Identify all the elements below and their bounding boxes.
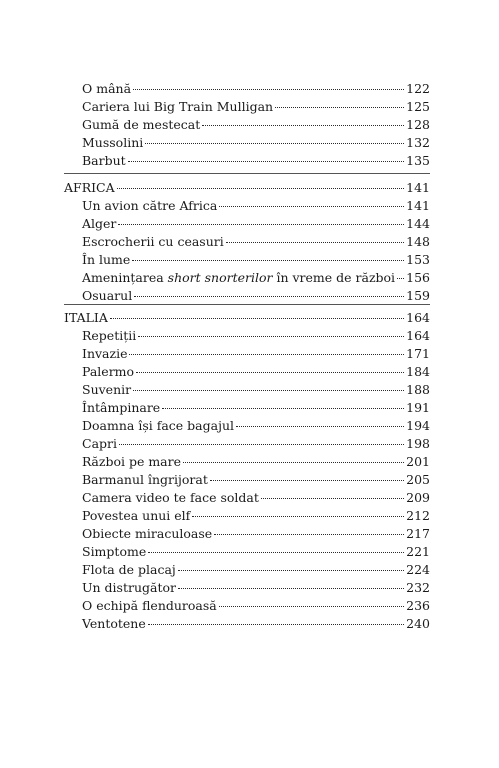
leader-dots (210, 480, 404, 481)
toc-entry-title: Obiecte miraculoase (82, 526, 213, 541)
toc-entry-page: 224 (406, 562, 430, 577)
section-divider (64, 173, 430, 174)
title-part: Amenințarea (82, 270, 168, 285)
toc-entry-page: 188 (406, 382, 430, 397)
toc-entry (64, 233, 430, 251)
leader-dots (118, 224, 404, 225)
toc-entry-page: 232 (406, 580, 430, 595)
leader-dots (119, 444, 404, 445)
toc-africa-section (64, 179, 430, 305)
toc-top-section (64, 80, 430, 170)
toc-entry-page: 240 (406, 616, 430, 631)
leader-dots (133, 89, 404, 90)
toc-entry-title: Povestea unui elf (82, 508, 191, 523)
toc-entry-title: În lume (82, 252, 131, 267)
toc-entry-page: 148 (406, 234, 430, 249)
leader-dots (162, 408, 404, 409)
leader-dots (148, 552, 404, 553)
toc-entry-title: Palermo (82, 364, 135, 379)
toc-entry-page: 164 (406, 328, 430, 343)
leader-dots (202, 125, 404, 126)
toc-entry-page: 217 (406, 526, 430, 541)
leader-dots (138, 336, 404, 337)
leader-dots (261, 498, 404, 499)
toc-entry-title: Întâmpinare (82, 400, 161, 415)
toc-entry (64, 417, 430, 435)
toc-entry-page: 212 (406, 508, 430, 523)
leader-dots (129, 354, 404, 355)
toc-italia-section (64, 309, 430, 633)
toc-entry-title: Invazie (82, 346, 128, 361)
leader-dots (226, 242, 404, 243)
leader-dots (145, 143, 404, 144)
toc-part-page: 141 (406, 180, 430, 195)
title-italic-part: short snorterilor (167, 270, 273, 285)
toc-entry-page: 194 (406, 418, 430, 433)
toc-entry-title: Camera video te face soldat (82, 490, 259, 505)
toc-entry-title: Mussolini (82, 135, 144, 150)
toc-entry-title: Capri (82, 436, 117, 451)
toc-entry-title: Flota de placaj (82, 562, 176, 577)
toc-entry (64, 615, 430, 633)
leader-dots (192, 516, 404, 517)
toc-entry-page: 132 (406, 135, 430, 150)
toc-entry-page: 205 (406, 472, 430, 487)
toc-entry-title: Repetiții (82, 328, 137, 343)
toc-entry-page: 156 (406, 270, 430, 285)
toc-entry-title: Simptome (82, 544, 147, 559)
toc-entry-title: Un avion către Africa (82, 198, 218, 213)
toc-entry (64, 525, 430, 543)
leader-dots (132, 260, 404, 261)
leader-dots (117, 188, 404, 189)
toc-entry (64, 471, 430, 489)
toc-entry-title: O mână (82, 81, 132, 96)
toc-entry-page: 153 (406, 252, 430, 267)
leader-dots (214, 534, 404, 535)
toc-part-title: ITALIA (64, 310, 108, 325)
leader-dots (178, 570, 404, 571)
leader-dots (236, 426, 404, 427)
toc-entry (64, 543, 430, 561)
toc-entry-page: 221 (406, 544, 430, 559)
toc-entry (64, 579, 430, 597)
toc-entry (64, 80, 430, 98)
toc-entry-title: Doamna își face bagajul (82, 418, 234, 433)
leader-dots (397, 278, 404, 279)
toc-entry-page: 198 (406, 436, 430, 451)
toc-entry-title: Barmanul îngrijorat (82, 472, 208, 487)
toc-entry-page: 191 (406, 400, 430, 415)
toc-entry (64, 507, 430, 525)
toc-entry-page: 201 (406, 454, 430, 469)
toc-entry (64, 215, 430, 233)
toc-entry (64, 152, 430, 170)
toc-entry-page: 236 (406, 598, 430, 613)
toc-entry (64, 197, 430, 215)
toc-entry-title: Escrocherii cu ceasuri (82, 234, 224, 249)
toc-entry-title: O echipă flenduroasă (82, 598, 217, 613)
leader-dots (275, 107, 404, 108)
toc-part-heading (64, 309, 430, 327)
leader-dots (136, 372, 404, 373)
toc-entry-page: 122 (406, 81, 430, 96)
title-part: în vreme de război (272, 270, 396, 285)
leader-dots (219, 606, 404, 607)
toc-entry-title (82, 269, 395, 287)
toc-entry-title: Un distrugător (82, 580, 177, 595)
leader-dots (110, 318, 404, 319)
leader-dots (219, 206, 404, 207)
toc-entry-title: Suvenir (82, 382, 132, 397)
toc-entry-page: 184 (406, 364, 430, 379)
toc-entry (64, 327, 430, 345)
toc-entry (64, 251, 430, 269)
toc-entry (64, 287, 430, 305)
leader-dots (128, 161, 404, 162)
toc-part-page: 164 (406, 310, 430, 325)
toc-entry-page: 128 (406, 117, 430, 132)
toc-entry-page: 171 (406, 346, 430, 361)
toc-entry (64, 98, 430, 116)
toc-part-title: AFRICA (64, 180, 115, 195)
toc-entry (64, 399, 430, 417)
toc-part-heading (64, 179, 430, 197)
leader-dots (133, 390, 404, 391)
toc-entry-title: Osuarul (82, 288, 133, 303)
leader-dots (183, 462, 404, 463)
toc-entry (64, 597, 430, 615)
toc-entry (64, 489, 430, 507)
toc-entry-page: 159 (406, 288, 430, 303)
toc-entry (64, 134, 430, 152)
section-divider (64, 304, 430, 305)
toc-entry-title: Gumă de mestecat (82, 117, 201, 132)
toc-entry-title: Cariera lui Big Train Mulligan (82, 99, 274, 114)
toc-entry (64, 435, 430, 453)
toc-entry-page: 141 (406, 198, 430, 213)
toc-entry (64, 453, 430, 471)
toc-entry-title: Alger (82, 216, 117, 231)
toc-entry-page: 125 (406, 99, 430, 114)
leader-dots (134, 296, 404, 297)
leader-dots (178, 588, 404, 589)
toc-entry-page: 144 (406, 216, 430, 231)
toc-entry (64, 561, 430, 579)
toc-entry-title: Barbut (82, 153, 126, 168)
toc-entry-page: 135 (406, 153, 430, 168)
toc-entry-page: 209 (406, 490, 430, 505)
toc-entry (64, 116, 430, 134)
toc-entry (64, 363, 430, 381)
toc-entry-title: Război pe mare (82, 454, 181, 469)
leader-dots (148, 624, 404, 625)
toc-entry (64, 345, 430, 363)
toc-entry-title: Ventotene (82, 616, 146, 631)
toc-entry (64, 269, 430, 287)
toc-entry (64, 381, 430, 399)
